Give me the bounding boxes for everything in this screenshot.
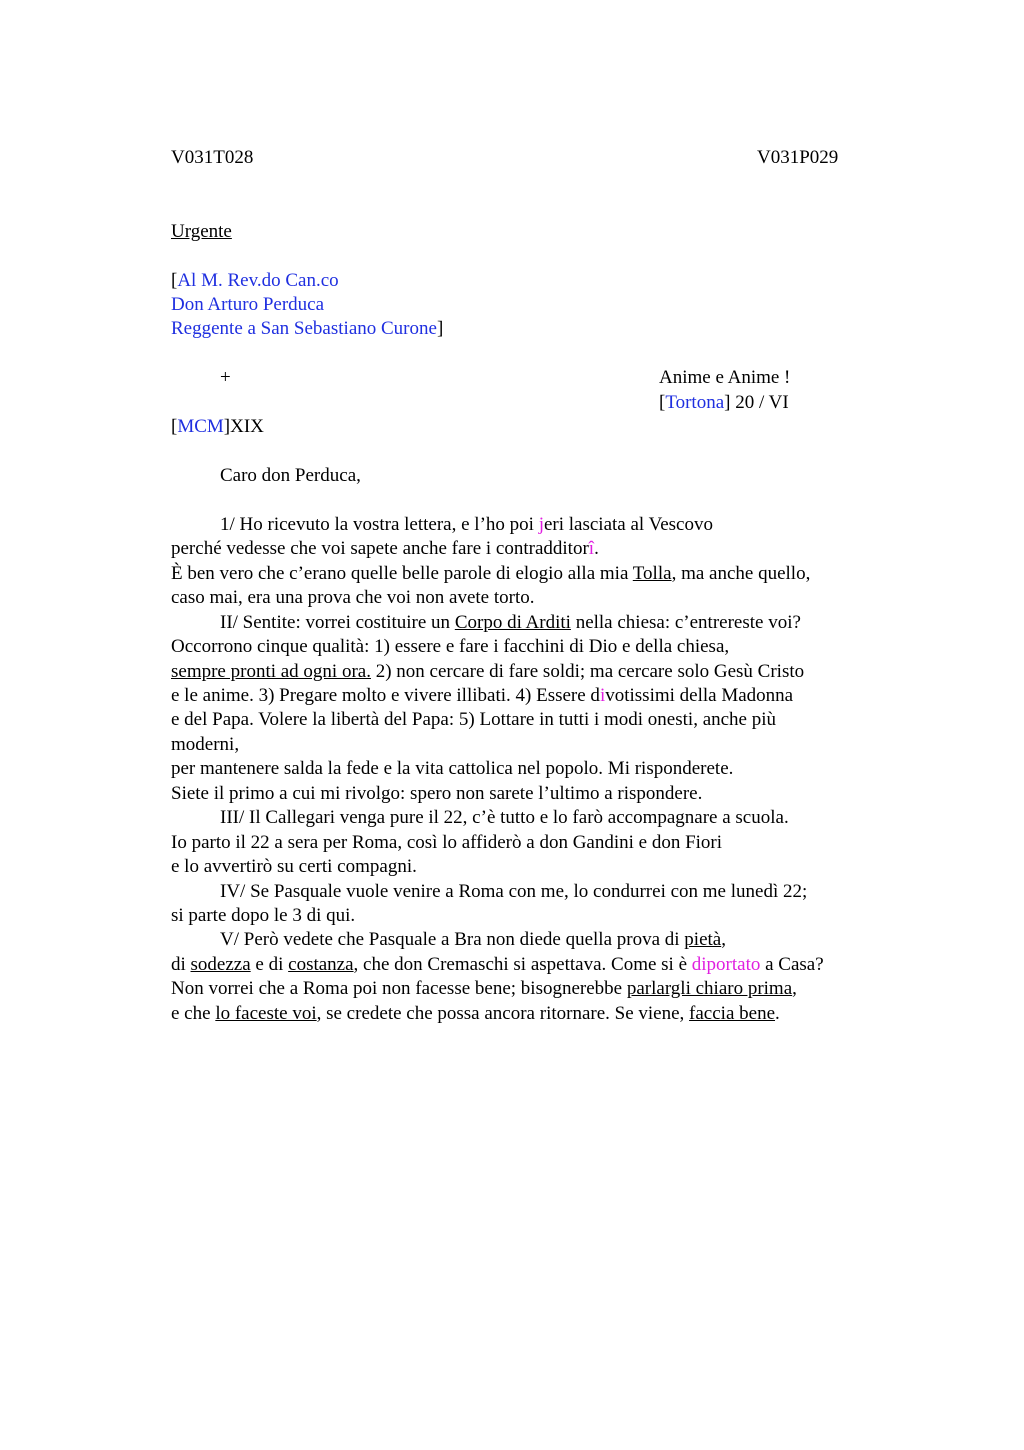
urgent-label: Urgente	[171, 221, 232, 242]
body-line: 1/ Ho ricevuto la vostra lettera, e l’ho poi jeri lasciata al Vescovo	[220, 514, 713, 535]
body-line: per mantenere salda la fede e la vita cattolica nel popolo. Mi risponderete.	[171, 758, 734, 779]
document-code-right: V031P029	[757, 147, 839, 168]
body-line: di sodezza e di costanza, che don Cremaschi si aspettava. Come si è diportato a Casa?	[171, 954, 824, 975]
body-line: II/ Sentite: vorrei costituire un Corpo di Arditi nella chiesa: c’entrereste voi?	[220, 612, 801, 633]
body-line: Siete il primo a cui mi rivolgo: spero non sarete l’ultimo a rispondere.	[171, 783, 703, 804]
body-line: e lo avvertirò su certi compagni.	[171, 856, 417, 877]
body-line: V/ Però vedete che Pasquale a Bra non diede quella prova di pietà,	[220, 929, 726, 950]
document-code-left: V031T028	[171, 147, 254, 168]
body-line: si parte dopo le 3 di qui.	[171, 905, 356, 926]
body-line: e del Papa. Volere la libertà del Papa: 5) Lottare in tutti i modi onesti, anche più	[171, 709, 777, 730]
year-line: [MCM]XIX	[171, 416, 264, 437]
body-line: e che lo faceste voi, se credete che possa ancora ritornare. Se viene, faccia bene.	[171, 1003, 780, 1024]
address-line-3: Reggente a San Sebastiano Curone]	[171, 318, 444, 339]
body-line: perché vedesse che voi sapete anche fare i contradditorî.	[171, 538, 599, 559]
address-line-1: [Al M. Rev.do Can.co	[171, 270, 339, 291]
body-line: sempre pronti ad ogni ora. 2) non cercare di fare soldi; ma cercare solo Gesù Cristo	[171, 661, 805, 682]
salutation: Caro don Perduca,	[220, 465, 361, 486]
body-line: caso mai, era una prova che voi non avete torto.	[171, 587, 535, 608]
place-date: [Tortona] 20 / VI	[659, 392, 789, 413]
address-line-2: Don Arturo Perduca	[171, 294, 325, 315]
body-line: III/ Il Callegari venga pure il 22, c’è tutto e lo farò accompagnare a scuola.	[220, 807, 789, 828]
body-line: Occorrono cinque qualità: 1) essere e fare i facchini di Dio e della chiesa,	[171, 636, 730, 657]
body-line: moderni,	[171, 734, 240, 755]
body-line: e le anime. 3) Pregare molto e vivere illibati. 4) Essere divotissimi della Madonna	[171, 685, 794, 706]
motto: Anime e Anime !	[659, 367, 791, 388]
body-line: È ben vero che c’erano quelle belle parole di elogio alla mia Tolla, ma anche quello,	[171, 563, 811, 584]
cross-symbol: +	[220, 367, 231, 388]
body-line: Non vorrei che a Roma poi non facesse bene; bisognerebbe parlargli chiaro prima,	[171, 978, 797, 999]
body-line: IV/ Se Pasquale vuole venire a Roma con me, lo condurrei con me lunedì 22;	[220, 881, 808, 902]
body-line: Io parto il 22 a sera per Roma, così lo affiderò a don Gandini e don Fiori	[171, 832, 723, 853]
